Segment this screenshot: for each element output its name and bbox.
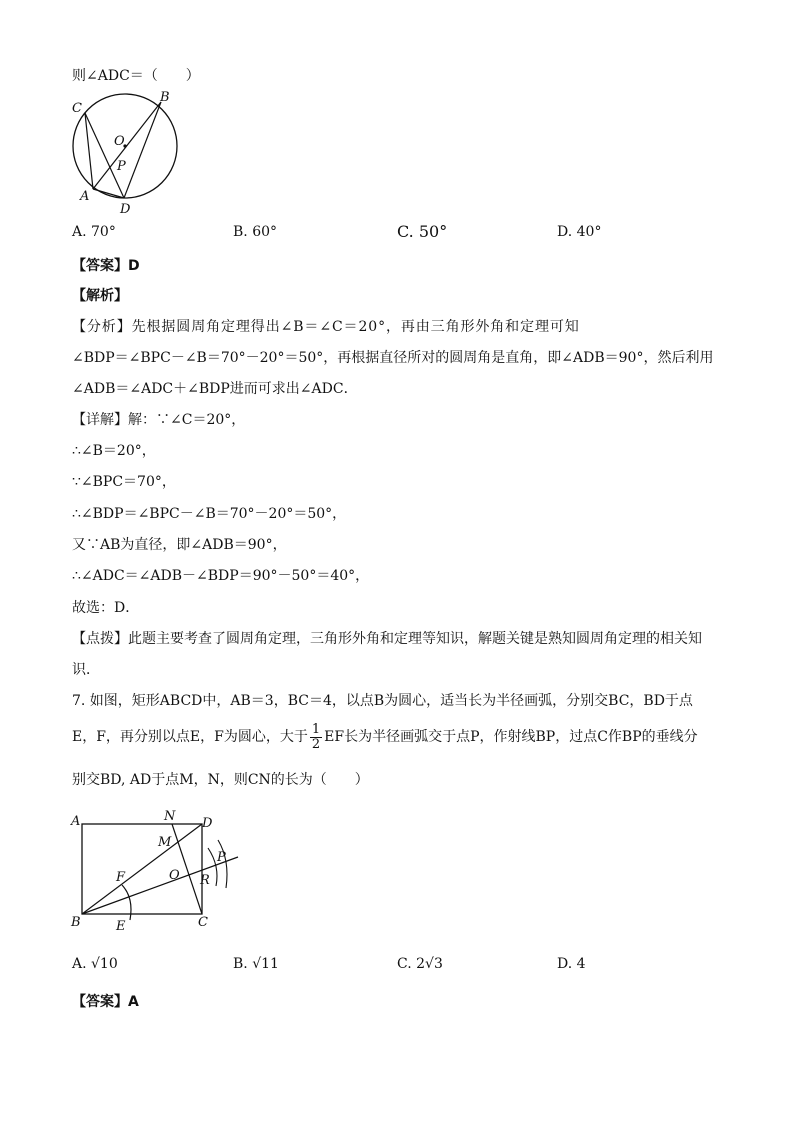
q6-chord-ca <box>85 113 93 189</box>
q7-label-d: D <box>202 816 213 831</box>
q7-arc-ef <box>122 885 131 920</box>
q6-comment-line-2: 识． <box>72 662 100 678</box>
q6-circle-figure <box>62 90 192 220</box>
q6-option-c: C. 50° <box>397 222 448 241</box>
q6-option-d: D. 40° <box>557 224 602 240</box>
q7-fraction-half <box>310 723 322 752</box>
q6-detail-line-3: ∵∠BPC＝70°， <box>72 474 176 490</box>
q6-chord-bd <box>124 102 161 198</box>
q6-detail-line-5: 又∵AB为直径，即∠ADB＝90°， <box>72 537 287 553</box>
q6-label-a: A <box>80 189 90 204</box>
q6-label-c: C <box>72 101 82 116</box>
q7-ray-bp <box>82 857 238 914</box>
q7-label-p: P <box>217 850 226 865</box>
q7-rectangle-figure <box>68 808 248 936</box>
q6-analysis-line-1: 【分析】先根据圆周角定理得出∠B＝∠C＝20°，再由三角形外角和定理可知 <box>72 319 580 335</box>
q6-analysis-line-2: ∠BDP＝∠BPC－∠B＝70°－20°＝50°，再根据直径所对的圆周角是直角，即∠ADB＝90°，然后利用 <box>72 350 714 366</box>
q7-label-c: C <box>198 915 208 930</box>
q7-stem-line-3: 别交BD, AD于点M，N，则CN的长为（ ） <box>72 772 369 788</box>
q7-stem-line-2 <box>72 722 698 752</box>
q6-detail-line-6: ∴∠ADC＝∠ADB－∠BDP＝90°－50°＝40°， <box>72 568 370 584</box>
q7-label-b: B <box>71 915 81 930</box>
q6-answer: 【答案】D <box>72 258 140 274</box>
q6-chord-ad <box>93 189 124 198</box>
q7-answer: 【答案】A <box>72 994 139 1010</box>
q6-stem-tail: 则∠ADC＝（ ） <box>72 68 200 84</box>
q7-fraction-numerator: 1 <box>311 721 321 737</box>
q7-label-m: M <box>158 835 172 850</box>
q6-detail-line-2: ∴∠B＝20°， <box>72 443 156 459</box>
q6-detail-line-4: ∴∠BDP＝∠BPC－∠B＝70°－20°＝50°， <box>72 506 347 522</box>
q6-label-o: O <box>114 134 125 149</box>
q7-option-b: B. √11 <box>233 956 279 972</box>
q7-stem-line-2-a: E，F，再分别以点E，F为圆心，大于 <box>72 729 308 745</box>
q7-option-a: A. √10 <box>72 956 118 972</box>
q7-stem-line-1: 7. 如图，矩形ABCD中，AB＝3，BC＝4，以点B为圆心，适当长为半径画弧，分别交BC，BD于点 <box>72 693 693 709</box>
q6-label-d: D <box>120 202 131 217</box>
q6-option-b: B. 60° <box>233 224 278 240</box>
q6-analysis-line-3: ∠ADB＝∠ADC＋∠BDP进而可求出∠ADC． <box>72 381 358 397</box>
q6-analysis-heading: 【解析】 <box>72 288 128 304</box>
q6-option-a: A. 70° <box>72 224 116 240</box>
q7-option-d: D. 4 <box>557 956 586 972</box>
q6-detail-line-1: 【详解】解：∵∠C＝20°， <box>72 412 246 428</box>
q7-label-a: A <box>71 814 81 829</box>
q7-option-c: C. 2√3 <box>397 956 443 972</box>
q6-label-p: P <box>117 159 126 174</box>
q7-label-f: F <box>116 870 126 885</box>
q7-fraction-denominator: 2 <box>311 736 321 752</box>
q6-chord-ab <box>93 102 161 189</box>
q7-label-e: E <box>116 919 126 934</box>
q7-label-o: O <box>169 868 180 883</box>
q6-comment-line-1: 【点拨】此题主要考查了圆周角定理，三角形外角和定理等知识，解题关键是熟知圆周角定理的相关知 <box>72 631 702 647</box>
q6-detail-line-7: 故选：D． <box>72 600 140 616</box>
q7-label-r: R <box>200 873 210 888</box>
q6-label-b: B <box>160 90 170 105</box>
q7-label-n: N <box>164 809 176 824</box>
q7-stem-line-2-b: EF长为半径画弧交于点P，作射线BP，过点C作BP的垂线分 <box>324 729 698 745</box>
q7-diagonal-bd <box>82 824 202 914</box>
